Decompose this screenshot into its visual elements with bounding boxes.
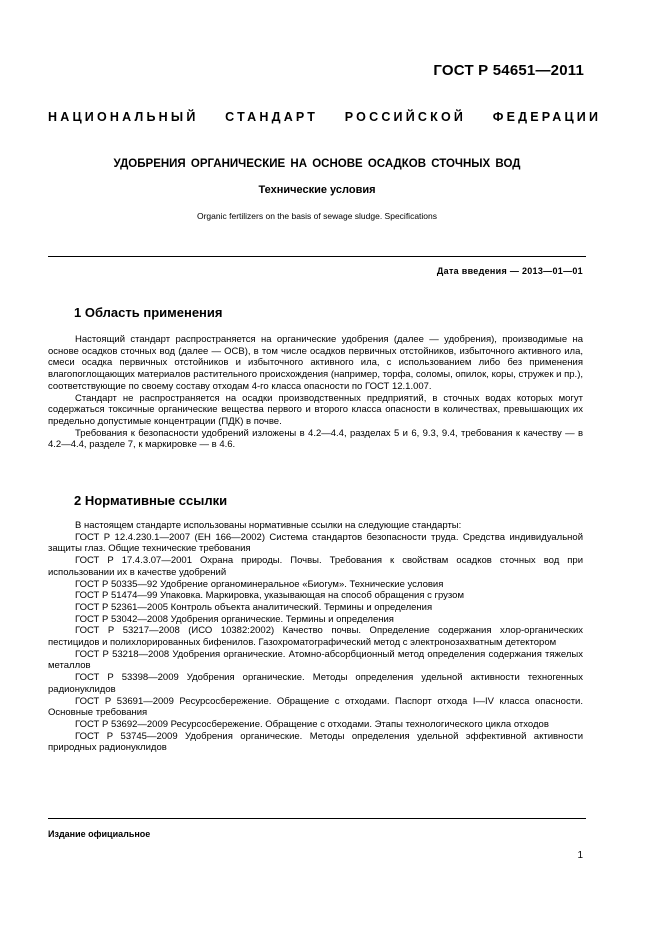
reference-item: ГОСТ Р 53217—2008 (ИСО 10382:2002) Качество почвы. Определение содержания хлор-органических пестицидов и полихлорированных бифенилов. Газохроматографический метод с электронозахватным детектором xyxy=(48,625,583,649)
footer-divider xyxy=(48,818,586,819)
paragraph: В настоящем стандарте использованы нормативные ссылки на следующие стандарты: xyxy=(75,520,462,531)
english-title: Organic fertilizers on the basis of sewage sludge. Specifications xyxy=(196,211,437,221)
official-edition-label: Издание официальное xyxy=(48,829,151,839)
reference-item: ГОСТ Р 50335—92 Удобрение органоминеральное «Биогум». Технические условия xyxy=(75,578,444,590)
date-introduced: Дата введения — 2013—01—01 xyxy=(436,266,583,276)
reference-item: ГОСТ Р 53398—2009 Удобрения органические. Методы определения удельной активности техногенных радионуклидов xyxy=(48,672,583,695)
reference-item: ГОСТ Р 12.4.230.1—2007 (ЕН 166—2002) Система стандартов безопасности труда. Средства индивидуальной защиты глаз. Общие технические требования xyxy=(48,531,583,555)
paragraph: Требования к безопасности удобрений изложены в 4.2—4.4, разделах 5 и 6, 9.3, 9.4, требования к качеству — в 4.2—4.4, разделе 7, к маркировке — в 4.6. xyxy=(48,427,583,451)
reference-item: ГОСТ Р 53691—2009 Ресурсосбережение. Обращение с отходами. Паспорт отхода I—IV класса опасности. Основные требования xyxy=(48,695,583,719)
reference-item: ГОСТ Р 53745—2009 Удобрения органические. Методы определения удельной эффективной активности природных радионуклидов xyxy=(48,730,583,754)
paragraph: Настоящий стандарт распространяется на органические удобрения (далее — удобрения), производимые на основе осадков сточных вод (далее — ОСВ), в том числе осадков первичных отстойников, избыточного активного ила, смеси осадка первичных отстойников и избыточного активного ила, с использованием либо без применения влагопоглощающих материалов растительного происхождения (например, торфа, соломы, опилок, коры, стружек и пр.), соответствующие по своему составу отходам 4-го класса опасности по ГОСТ 12.1.007. xyxy=(48,334,583,392)
section-2-heading: 2 Нормативные ссылки xyxy=(74,493,228,508)
reference-item: ГОСТ Р 53042—2008 Удобрения органические. Термины и определения xyxy=(75,613,394,625)
reference-item: ГОСТ Р 53218—2008 Удобрения органические. Атомно-абсорбционный метод определения содержания тяжелых металлов xyxy=(48,648,583,672)
document-title: УДОБРЕНИЯ ОРГАНИЧЕСКИЕ НА ОСНОВЕ ОСАДКОВ СТОЧНЫХ ВОД xyxy=(113,158,521,170)
reference-item: ГОСТ Р 51474—99 Упаковка. Маркировка, указывающая на способ обращения с грузом xyxy=(75,590,464,602)
reference-item: ГОСТ Р 53692—2009 Ресурсосбережение. Обращение с отходами. Этапы технологического цикла отходов xyxy=(75,718,549,730)
section-2-body xyxy=(48,520,583,754)
reference-item: ГОСТ Р 52361—2005 Контроль объекта аналитический. Термины и определения xyxy=(75,601,433,613)
section-1-body xyxy=(48,334,583,451)
reference-item: ГОСТ Р 17.4.3.07—2001 Охрана природы. Почвы. Требования к свойствам осадков сточных вод при использовании их в качестве удобрений xyxy=(48,555,583,578)
document-number: ГОСТ Р 54651—2011 xyxy=(433,62,584,79)
section-1-heading: 1 Область применения xyxy=(74,305,223,320)
paragraph: Стандарт не распространяется на осадки производственных предприятий, в сточных водах которых могут содержаться токсичные органические вещества первого и второго класса опасности в количествах, превышающих их предельно допустимые концентрации (ПДК) в почве. xyxy=(48,392,583,427)
page-number: 1 xyxy=(577,850,583,861)
document-subtitle: Технические условия xyxy=(258,184,376,196)
national-standard-banner: НАЦИОНАЛЬНЫЙ СТАНДАРТ РОССИЙСКОЙ ФЕДЕРАЦИИ xyxy=(48,110,602,124)
header-divider xyxy=(48,256,586,257)
